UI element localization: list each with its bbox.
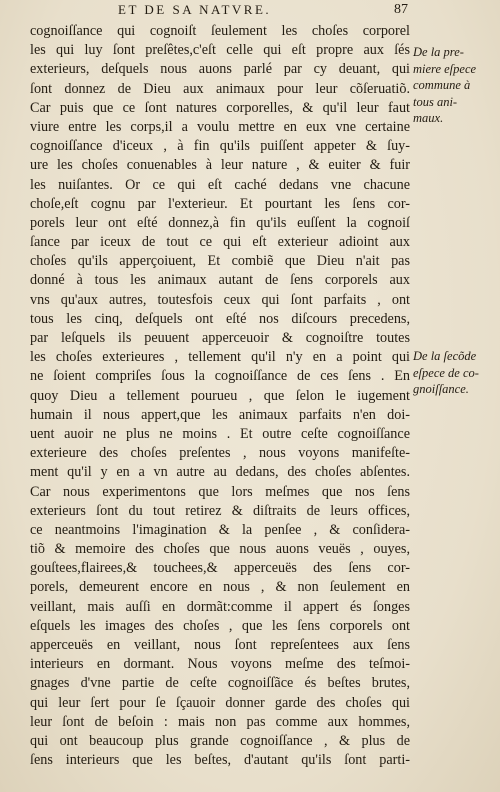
text-line: ſance par iceux de tout ce qui eſt exterieur adioint aux (30, 234, 410, 251)
text-line: donné à tous les animaux autant de ſens corporels aux (30, 272, 410, 289)
text-line: ure les choſes conuenables à leur nature , & euiter & fuir (30, 157, 410, 174)
text-line: interieurs en dormant. Nous voyons meſme des teſmoi- (30, 656, 410, 673)
text-line: ment qu'il y en a vn autre au dedans, des choſes abſentes. (30, 464, 410, 481)
margin-note-line: maux. (413, 111, 444, 125)
margin-note-line: miere eſpece (413, 61, 477, 76)
text-line: tiõ & memoire des choſes que nous auons veuës , ouyes, (30, 541, 410, 558)
page-number: 87 (394, 2, 408, 17)
text-line: cognoiſſance qui cognoiſt ſeulement les choſes corporel (30, 23, 410, 39)
text-line: qui ont beaucoup plus grande cognoiſſance , & plus de (30, 732, 410, 749)
text-line: veillant, mais auſſi en dormãt:comme il appert és ſonges (30, 598, 410, 615)
text-line: ne ſoient compriſes ſous la cognoiſſance de ces ſens . En (30, 368, 410, 385)
running-title: ET DE SA NATVRE. (118, 2, 272, 17)
text-line: porels, demeurent encore en nous , & non ſeulement en (30, 579, 410, 596)
margin-note-line: gnoiſſance. (413, 382, 469, 396)
margin-note-second-species (413, 348, 493, 398)
text-line: choſe,eſt cognu par l'exterieur. Et pourtant les ſens cor- (30, 195, 410, 212)
text-line: leur ſont de beſoin : mais non pas comme aux hommes, (30, 713, 410, 730)
text-line: les qui luy ſont preſêtes,c'eſt celle qui eſt propre aux ſés (30, 42, 410, 59)
text-line: gnages d'vne partie de ceſte cognoiſſãce és beſtes brutes, (30, 675, 410, 692)
text-line: eſquels les images des choſes , que les ſens corporels ont (30, 617, 410, 634)
text-line: uent auoir ne plus ne moins . Et outre ceſte cognoiſſance (30, 425, 410, 442)
text-line: ce neantmoins l'imagination & la penſee , & conſidera- (30, 521, 410, 538)
text-line: gouſtees,flairees,& touchees,& apperceuës des ſens cor- (30, 560, 410, 577)
page-header (118, 2, 408, 20)
text-line: Car puis que ce ſont natures corporelles, & qu'il leur faut (30, 99, 410, 116)
text-line: exterieurs, deſquels nous auons parlé par cy deuant, qui (30, 61, 410, 78)
margin-note-line: De la pre- (413, 45, 464, 59)
margin-note-first-species (413, 44, 493, 127)
text-line: vns qu'aux autres, toutesfois ceux qui ſont parfaits , ont (30, 291, 410, 308)
text-line: viure entre les corps,il a voulu mettre en eux vne certaine (30, 118, 410, 135)
text-line: ſens interieurs que les beſtes, d'autant qu'ils ſont parti- (30, 752, 410, 769)
margin-note-line: commune à (413, 78, 471, 92)
text-line: Car nous experimentons que lors meſmes que nos ſens (30, 483, 410, 500)
text-line: apperceuës en veillant, nous ſont repreſentees aux ſens (30, 637, 410, 653)
text-line: les choſes exterieures , tellement qu'il n'y en a point qui (30, 349, 410, 366)
margin-note-line: eſpece de co- (413, 365, 479, 380)
margin-note-line: tous ani- (413, 94, 458, 109)
margin-note-line: De la ſecõde (413, 349, 477, 363)
text-line: exterieure des choſes preſentes , nous voyons manifeſte- (30, 445, 410, 462)
text-line: quoy Dieu a tellement pourueu , que ſelon le iugement (30, 387, 410, 404)
text-line: choſes qu'ils apperçoiuent, Et combiẽ que Dieu n'ait pas (30, 253, 410, 270)
text-line: humain il nous appert,que les animaux parfaits n'en doi- (30, 406, 410, 423)
text-line: cognoiſſance d'iceux , à fin qu'ils puiſſent appeter & ſuy- (30, 138, 410, 155)
main-text-block (30, 22, 410, 770)
text-line: qui leur ſert pour ſe ſçauoir donner garde des choſes qui (30, 694, 410, 711)
text-line: exterieurs ſont du tout retirez & diſtraits de leurs offices, (30, 502, 410, 519)
text-line: par leſquels ils peuuent apperceuoir & cognoiſtre toutes (30, 330, 410, 346)
text-line: ſont donnez de Dieu aux animaux pour leur cõſeruatiõ. (30, 80, 410, 97)
text-line: les nuiſantes. Or ce qui eſt caché dedans vne chacune (30, 176, 410, 193)
text-line: porels leur ont eſté donnez,à fin qu'ils euſſent la cognoiſ (30, 214, 410, 231)
text-line: tous les cinq, deſquels ont eſté nos diſcours precedens, (30, 310, 410, 327)
